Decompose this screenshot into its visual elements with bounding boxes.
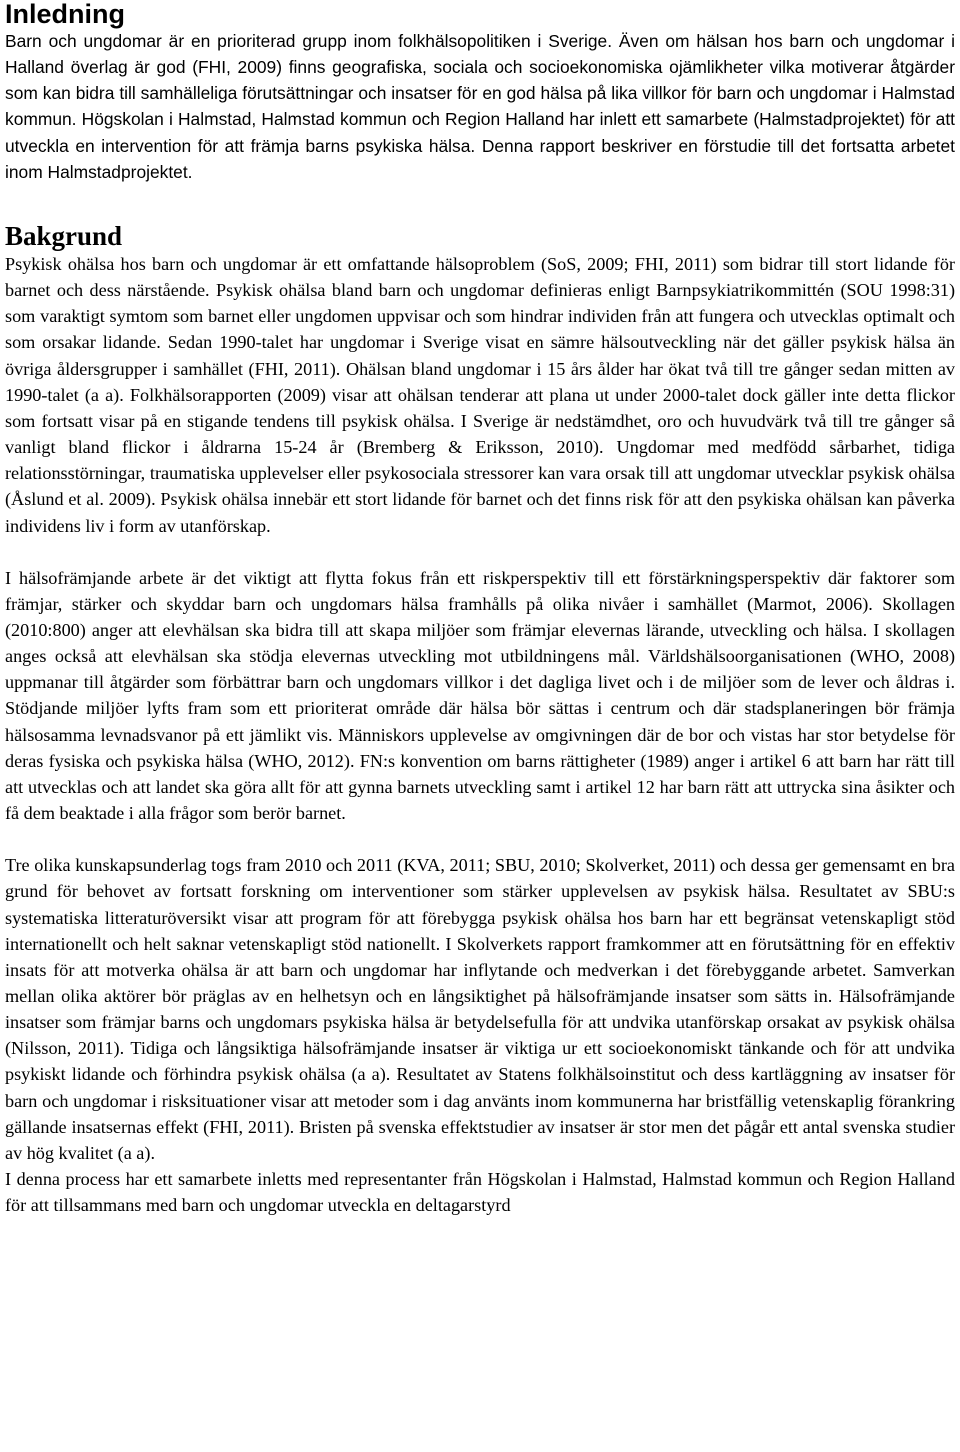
document-page (5, 0, 955, 1218)
spacer (5, 826, 955, 852)
body-paragraph: Barn och ungdomar är en prioriterad grupp inom folkhälsopolitiken i Sverige. Även om hälsan hos barn och ungdomar i Halland överlag är god (FHI, 2009) finns geografiska, sociala och socioekonomiska ojämlikheter vilka motiverar åtgärder som kan bidra till samhälleliga förutsättningar och insatser för en god hälsa på lika villkor för barn och ungdomar i Halmstad kommun. Högskolan i Halmstad, Halmstad kommun och Region Halland har inlett ett samarbete (Halmstadprojektet) för att utveckla en intervention för att främja barns psykiska hälsa. Denna rapport beskriver en förstudie till det fortsatta arbetet inom Halmstadprojektet. (5, 31, 955, 182)
section-heading-bakgrund: Bakgrund (5, 220, 123, 251)
spacer (5, 539, 955, 565)
body-paragraph: I denna process har ett samarbete inletts med representanter från Högskolan i Halmstad, Halmstad kommun och Region Halland för att tillsammans med barn och ungdomar utveckla en deltagarstyrd (5, 1169, 955, 1216)
body-paragraph: Psykisk ohälsa hos barn och ungdomar är ett omfattande hälsoproblem (SoS, 2009; FHI, 2011) som bidrar till stort lidande för barnet och dess närstående. Psykisk ohälsa bland barn och ungdomar definieras enligt Barnpsykiatrikommittén (SOU 1998:31) som varaktigt symtom som barnet eller ungdomen uppvisar och som hindrar individen från att fungera och utvecklas optimalt och som orsakar lidande. Sedan 1990-talet har ungdomar i Sverige visat en sämre hälsoutveckling när det gäller psykisk hälsa än övriga åldersgrupper i samhället (FHI, 2011). Ohälsan bland ungdomar i 15 års ålder har ökat två till tre gånger sedan mitten av 1990-talet (a a). Folkhälsorapporten (2009) visar att ohälsan tenderar att plana ut under 2000-talet dock gäller inte detta flickor som fortsatt visar på en stigande tendens till psykisk ohälsa. I Sverige är nedstämdhet, oro och huvudvärk två till tre gånger så vanligt bland flickor i åldrarna 15-24 år (Bremberg & Eriksson, 2010). Ungdomar med medfödd sårbarhet, tidiga relationsstörningar, traumatiska upplevelser eller psykosociala stressorer kan vara orsak till att ungdomar utvecklar psykisk ohälsa (Åslund et al. 2009). Psykisk ohälsa innebär ett stort lidande för barnet och det finns risk för att den psykiska ohälsan kan påverka individens liv i form av utanförskap. (5, 253, 955, 536)
section-heading-inledning: Inledning (5, 0, 125, 29)
spacer (5, 185, 955, 221)
body-paragraph: Tre olika kunskapsunderlag togs fram 2010 och 2011 (KVA, 2011; SBU, 2010; Skolverket, 2011) och dessa ger gemensamt en bra grund för behovet av fortsatt forskning om interventioner som stärker upplevelsen av psykisk hälsa. Resultatet av SBU:s systematiska litteraturöversikt visar att program för att förebygga psykisk ohälsa hos barn har ett begränsat vetenskapligt stöd internationellt och helt saknar vetenskapligt stöd nationellt. I Skolverkets rapport framkommer att en förutsättning för en effektiv insats för att motverka ohälsa är att barn och ungdomar har inflytande och medverkan i det förebyggande arbetet. Samverkan mellan olika aktörer bör präglas av en helhetsyn och en långsiktighet på hälsofrämjande insatser som sätts in. Hälsofrämjande insatser som främjar barns och ungdomars psykiska hälsa är betydelsefulla för att undvika utanförskap orsakat av psykisk ohälsa (Nilsson, 2011). Tidiga och långsiktiga hälsofrämjande insatser är viktiga ur ett socioekonomiskt tänkande och för att undvika psykiskt lidande och förhindra psykisk ohälsa (a a). Resultatet av Statens folkhälsoinstitut och dess kartläggning av insatser för barn och ungdomar i risksituationer visar att metoder som i dag använts inom kommunerna har bristfällig vetenskaplig förankring gällande insatsernas effekt (FHI, 2011). Bristen på svenska effektstudier av insatser är stor men det pågår ett antal svenska studier av hög kvalitet (a a). (5, 855, 955, 1163)
body-paragraph: I hälsofrämjande arbete är det viktigt att flytta fokus från ett riskperspektiv till ett förstärkningsperspektiv där faktorer som främjar, stärker och skyddar barn och ungdomars hälsa framhålls på olika nivåer i samhället (Marmot, 2006). Skollagen (2010:800) anger att elevhälsan ska bidra till att skapa miljöer som främjar elevernas lärande, utveckling och hälsa. I skollagen anges också att elevhälsan ska stödja elevernas utveckling mot utbildningens mål. Världshälsoorganisationen (WHO, 2008) uppmanar till åtgärder som förbättrar barn och ungdomars villkor i det dagliga livet och i de miljöer som de lever och åldras i. Stödjande miljöer lyfts fram som ett prioriterat område där hälsa bör sättas i centrum och där stadsplaneringen bör främja hälsosamma levnadsvanor på ett jämlikt vis. Människors upplevelse av omgivningen där de bor och vistas har stor betydelse för deras fysiska och psykiska hälsa (WHO, 2012). FN:s konvention om barns rättigheter (1989) anger i artikel 6 att barn har rätt till att utvecklas och att landet ska göra allt för att gynna barnets utveckling samt i artikel 12 har barn rätt att uttrycka sina åsikter och få dem beaktade i alla frågor som berör barnet. (5, 567, 955, 824)
